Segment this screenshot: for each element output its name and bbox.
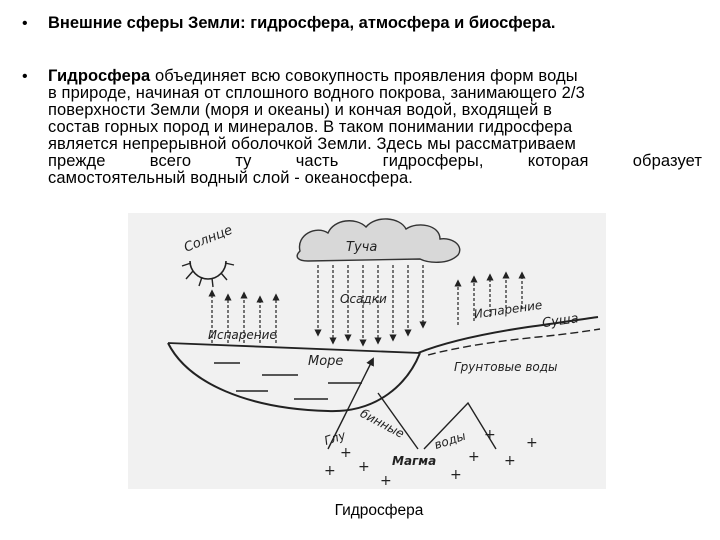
label-cloud: Туча	[346, 240, 378, 255]
deep-water-arrows	[328, 361, 496, 449]
hydrosphere-diagram	[128, 213, 606, 489]
svg-text:+: +	[504, 453, 516, 469]
label-sun: Солнце	[182, 222, 235, 256]
bullet-text: Внешние сферы Земли: гидросфера, атмосфера и биосфера.	[48, 14, 556, 32]
label-evaporation-left: Испарение	[208, 328, 277, 342]
sea-basin	[168, 343, 420, 411]
svg-text:+: +	[324, 463, 336, 479]
paragraph-line: является непрерывной оболочкой Земли. Здесь мы рассматриваем	[48, 135, 576, 153]
paragraph-line: самостоятельный водный слой - океаносфера.	[48, 169, 413, 187]
paragraph-line: в природе, начиная от сплошного водного покрова, занимающего 2/3	[48, 84, 585, 102]
svg-text:+: +	[380, 473, 392, 489]
paragraph-line: состав горных пород и минералов. В таком понимании гидросфера	[48, 118, 573, 136]
figure-caption: Гидросфера	[334, 502, 424, 519]
term-hydrosphere: Гидросфера	[48, 67, 151, 85]
svg-text:+: +	[340, 445, 352, 461]
sea-surface	[168, 343, 420, 353]
label-deep-1: Глу	[322, 428, 348, 448]
diagram-svg	[128, 213, 606, 489]
bullet-hydrosphere	[22, 68, 702, 187]
sun-icon	[182, 261, 234, 287]
paragraph-line: Гидросфера объединяет всю совокупность проявления форм воды	[48, 67, 578, 85]
svg-text:+: +	[358, 459, 370, 475]
label-deep-2: бинные	[357, 406, 407, 441]
bullet-outer-spheres	[22, 14, 702, 33]
label-magma: Магма	[392, 454, 437, 468]
label-deep-3: воды	[432, 428, 468, 452]
bullet-paragraph	[48, 68, 702, 187]
label-land: Суша	[541, 311, 580, 332]
svg-text:+: +	[450, 467, 462, 483]
cloud-shape	[297, 219, 460, 262]
label-precipitation: Осадки	[340, 292, 387, 306]
svg-text:+: +	[526, 435, 538, 451]
bullet-marker: •	[22, 15, 28, 32]
paragraph-line: поверхности Земли (моря и океаны) и кончая водой, входящей в	[48, 101, 552, 119]
svg-text:+: +	[484, 427, 496, 443]
label-groundwater: Грунтовые воды	[454, 360, 558, 374]
bullet-marker: •	[22, 68, 28, 85]
label-evaporation-right: Испарение	[472, 297, 544, 322]
label-sea: Море	[308, 354, 344, 369]
svg-text:+: +	[468, 449, 480, 465]
paragraph-line: прежде всего ту часть гидросферы, которая образует	[48, 152, 702, 170]
